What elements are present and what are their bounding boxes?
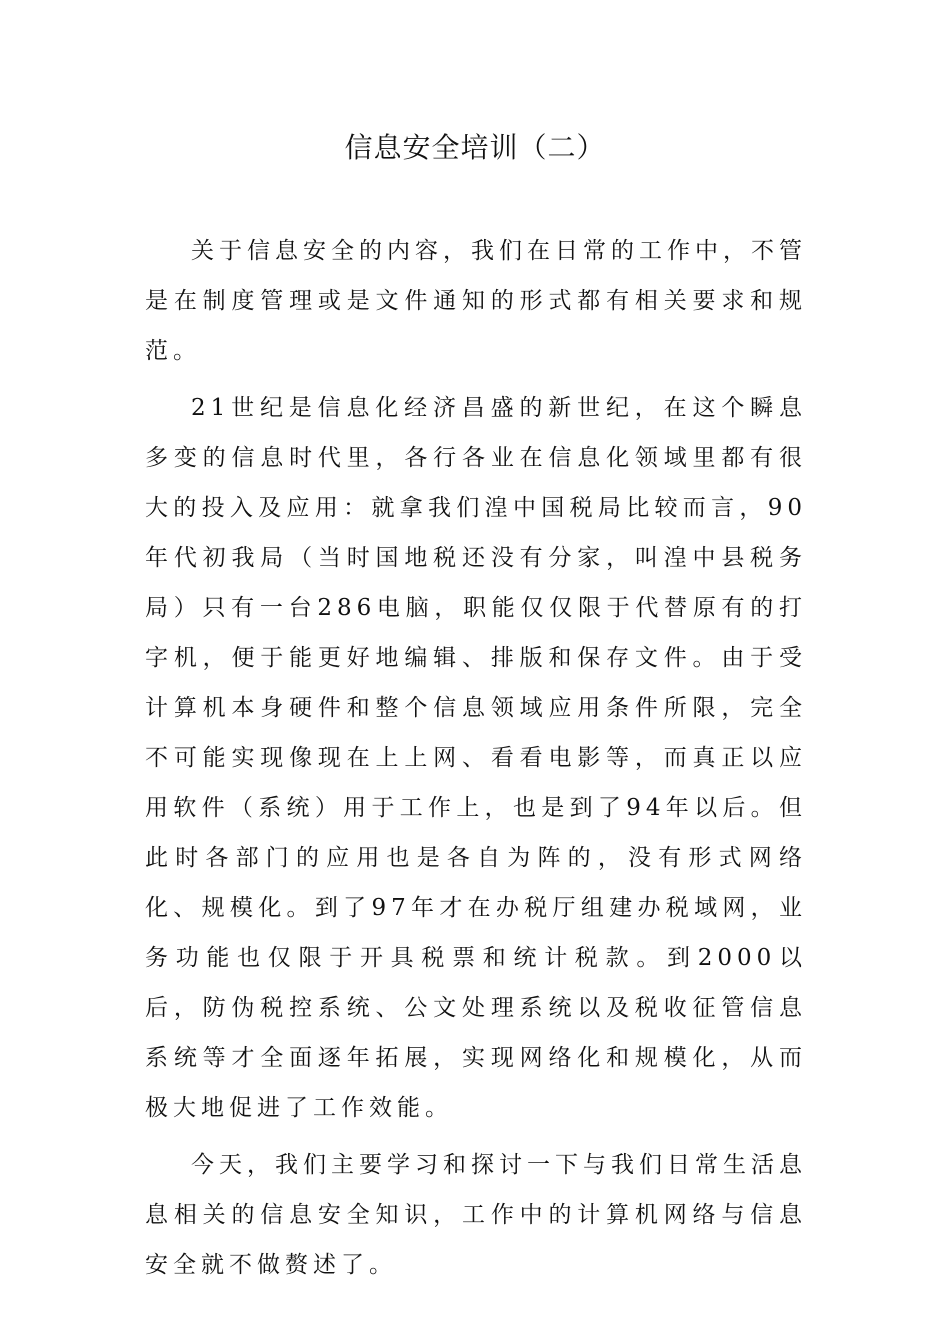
document-body	[145, 226, 807, 1290]
document-title: 信息安全培训（二）	[344, 131, 606, 164]
paragraph-today: 今天，我们主要学习和探讨一下与我们日常生活息息相关的信息安全知识，工作中的计算机网络与信息安全就不做赘述了。	[145, 1152, 807, 1278]
paragraph-history: 21世纪是信息化经济昌盛的新世纪，在这个瞬息多变的信息时代里，各行各业在信息化领域里都有很大的投入及应用：就拿我们湟中国税局比较而言，90年代初我局（当时国地税还没有分家，叫湟中县税务局）只有一台286电脑，职能仅仅限于代替原有的打字机，便于能更好地编辑、排版和保存文件。由于受计算机本身硬件和整个信息领域应用条件所限，完全不可能实现像现在上上网、看看电影等，而真正以应用软件（系统）用于工作上，也是到了94年以后。但此时各部门的应用也是各自为阵的，没有形式网络化、规模化。到了97年才在办税厅组建办税域网，业务功能也仅限于开具税票和统计税款。到2000以后，防伪税控系统、公文处理系统以及税收征管信息系统等才全面逐年拓展，实现网络化和规模化，从而极大地促进了工作效能。	[145, 395, 807, 1121]
paragraph-intro: 关于信息安全的内容，我们在日常的工作中，不管是在制度管理或是文件通知的形式都有相关要求和规范。	[145, 238, 807, 364]
